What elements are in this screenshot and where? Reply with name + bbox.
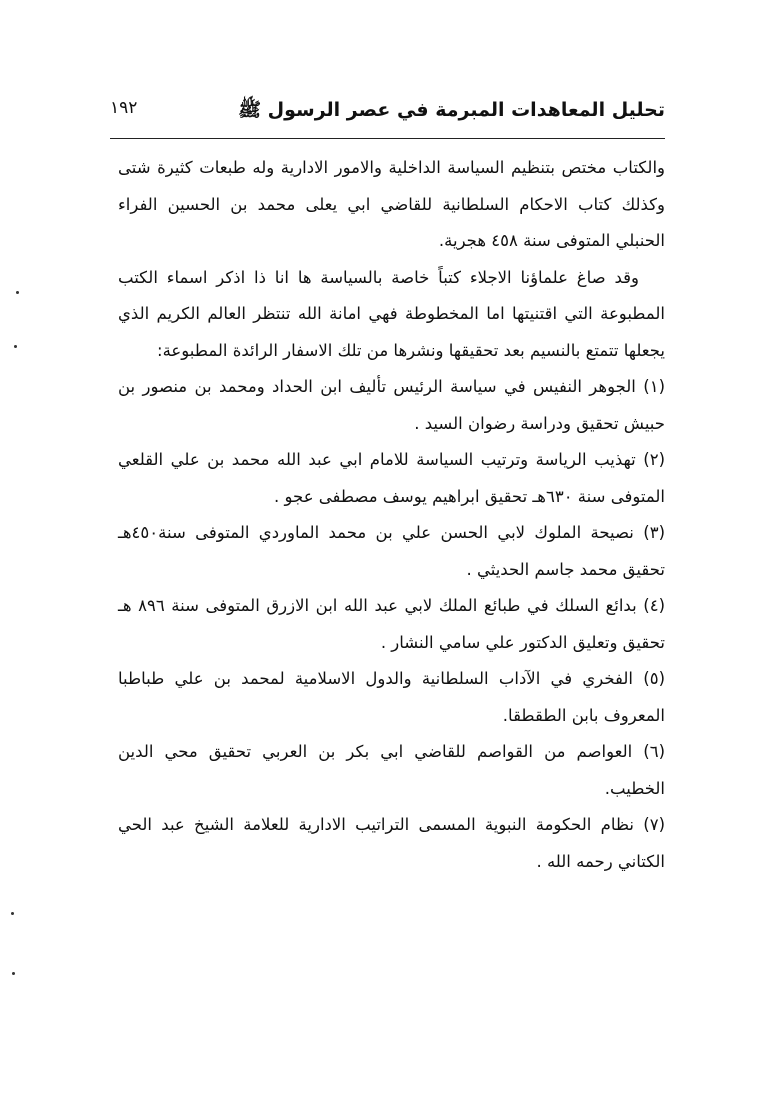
paragraph-books: وقد صاغ علماؤنا الاجلاء كتباً خاصة بالسياسة ها انا ذا اذكر اسماء الكتب المطبوعة التي اقتنيتها اما المخطوطة فهي امانة الله تنتظر العالم الكريم الذي يجعلها تتمتع بالنسيم بعد تحقيقها ونشرها من تلك الاسفار الرائدة المطبوعة:: [118, 267, 665, 360]
scan-speck: [12, 972, 15, 975]
scan-speck: [16, 291, 19, 294]
header-rule: [110, 138, 665, 139]
running-title: تحليل المعاهدات المبرمة في عصر الرسول ﷺ: [238, 99, 665, 121]
paragraph-intro: والكتاب مختص بتنظيم السياسة الداخلية والامور الادارية وله طبعات كثيرة شتى وكذلك كتاب الاحكام السلطانية للقاضي ابي يعلى محمد بن الحسين الفراء الحنبلي المتوفى سنة ٤٥٨ هجرية.: [118, 158, 665, 250]
body-text: [118, 150, 665, 880]
page-number: ١٩٢: [110, 98, 138, 118]
list-item: (٤) بدائع السلك في طبائع الملك لابي عبد الله ابن الازرق المتوفى سنة ٨٩٦ هـ تحقيق وتعليق الدكتور علي سامي النشار .: [118, 596, 665, 652]
list-item: (٢) تهذيب الرياسة وترتيب السياسة للامام ابي عبد الله محمد بن علي القلعي المتوفى سنة ٦٣٠هـ تحقيق ابراهيم يوسف مصطفى عجو .: [118, 450, 665, 506]
list-item: (٦) العواصم من القواصم للقاضي ابي بكر بن العربي تحقيق محي الدين الخطيب.: [118, 742, 665, 798]
running-header: [110, 96, 665, 136]
list-item: (٥) الفخري في الآداب السلطانية والدول الاسلامية لمحمد بن علي طباطبا المعروف بابن الطقطقا.: [118, 669, 665, 725]
list-item: (٣) نصيحة الملوك لابي الحسن علي بن محمد الماوردي المتوفى سنة٤٥٠هـ تحقيق محمد جاسم الحديثي .: [118, 523, 665, 579]
scan-speck: [11, 912, 14, 915]
list-item: (٧) نظام الحكومة النبوية المسمى التراتيب الادارية للعلامة الشيخ عبد الحي الكتاني رحمه الله .: [118, 815, 665, 871]
list-item: (١) الجوهر النفيس في سياسة الرئيس تأليف ابن الحداد ومحمد بن منصور بن حبيش تحقيق ودراسة رضوان السيد .: [118, 377, 665, 433]
scan-speck: [14, 345, 17, 348]
